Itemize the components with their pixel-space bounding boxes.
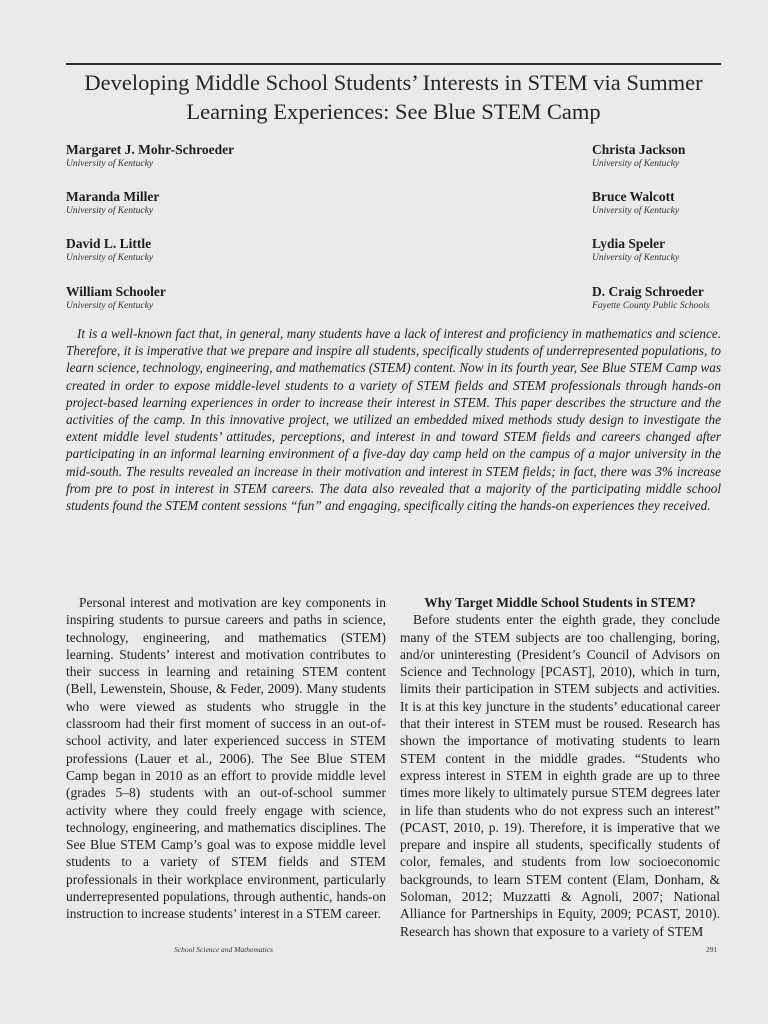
left-column-text: Personal interest and motivation are key components in inspiring students to pursue careers and paths in science, technology, engineering, and mathematics (STEM) learning. Students’ interest and motivation contributes to their success in learning and retaining STEM content (Bell, Lewenstein, Shouse, & Feder, 2009). Many students who were viewed as students who struggle in the classroom had their first moment of success in an out-of-school activity, and later experienced success in STEM professions (Lauer et al., 2006). The See Blue STEM Camp began in 2010 as an effort to provide middle level (grades 5–8) students with an out-of-school summer activity where they could freely engage with science, technology, engineering, and mathematics disciplines. The See Blue STEM Camp’s goal was to expose middle level students to a variety of STEM fields and STEM professionals in their workplace environment, particularly underrepresented populations, through authentic, hands-on instruction to increase students’ interest in a STEM career. [66, 595, 386, 922]
author-block [592, 236, 679, 264]
author-affiliation: University of Kentucky [592, 206, 680, 216]
author-name: William Schooler [66, 284, 166, 299]
author-block [66, 284, 166, 312]
author-block [66, 189, 159, 217]
author-name: Bruce Walcott [592, 189, 675, 204]
article-title [66, 68, 721, 126]
footer-journal-name: School Science and Mathematics [174, 945, 273, 954]
author-name: Lydia Speler [592, 236, 666, 251]
author-block [592, 284, 709, 312]
section-heading: Why Target Middle School Students in STEM? [424, 595, 696, 610]
author-name: Christa Jackson [592, 142, 686, 157]
author-block [592, 142, 685, 170]
author-name: David L. Little [66, 236, 152, 251]
author-affiliation: University of Kentucky [66, 253, 154, 263]
author-affiliation: University of Kentucky [66, 206, 154, 216]
title-line-1: Developing Middle School Students’ Interests in STEM via Summer [84, 70, 703, 95]
author-affiliation: Fayette County Public Schools [592, 301, 710, 311]
author-block [66, 236, 153, 264]
author-name: D. Craig Schroeder [592, 284, 704, 299]
author-name: Margaret J. Mohr-Schroeder [66, 142, 235, 157]
author-block [592, 189, 679, 217]
right-column-text: Before students enter the eighth grade, they conclude many of the STEM subjects are too challenging, boring, and/or uninteresting (President’s Council of Advisors on Science and Technology [PCAST], 2010), which in turn, limits their participation in STEM subjects and activities. It is at this key juncture in the students’ educational career that their interest in STEM must be roused. Research has shown the importance of motivating students to learn STEM content in the middle grades. “Students who express interest in STEM in eighth grade are up to three times more likely to ultimately pursue STEM degrees later in life than students who do not express such an interest” (PCAST, 2010, p. 19). Therefore, it is imperative that we prepare and inspire all students, specifically students of color, females, and students from low socioeconomic backgrounds, to learn STEM content (Elam, Donham, & Soloman, 2012; Muzzatti & Agnoli, 2007; National Alliance for Partnerships in Equity, 2009; PCAST, 2010). Research has shown that exposure to a variety of STEM [400, 612, 720, 939]
author-block [66, 142, 234, 170]
author-affiliation: University of Kentucky [592, 159, 680, 169]
right-column [400, 594, 720, 940]
left-column [66, 594, 386, 923]
footer-page-number: 291 [706, 945, 718, 954]
author-affiliation: University of Kentucky [66, 159, 154, 169]
title-line-2: Learning Experiences: See Blue STEM Camp [186, 99, 601, 124]
abstract [66, 325, 721, 514]
author-affiliation: University of Kentucky [592, 253, 680, 263]
abstract-text: It is a well-known fact that, in general, many students have a lack of interest and proficiency in mathematics and science. Therefore, it is imperative that we prepare and inspire all students, specifically students of underrepresented populations, to learn science, technology, engineering, and mathematics (STEM) content. Now in its fourth year, See Blue STEM Camp was created in order to expose middle-level students to a variety of STEM fields and STEM professionals through hands-on project-based learning experiences in order to increase their interest in STEM. This paper describes the structure and the activities of the camp. In this innovative project, we utilized an embedded mixed methods study design to investigate the extent middle level students’ attitudes, perceptions, and interest in and toward STEM fields and careers changed after participating in an informal learning environment of a five-day day camp held on the campus of a major university in the mid-south. The results revealed an increase in their motivation and interest in STEM fields; in fact, there was 3% increase from pre to post in interest in STEM careers. The data also revealed that a majority of the participating middle school students found the STEM content sessions “fun” and engaging, specifically citing the hands-on experiences they received. [66, 326, 721, 514]
author-affiliation: University of Kentucky [66, 301, 154, 311]
author-name: Maranda Miller [66, 189, 160, 204]
top-rule [66, 63, 721, 65]
